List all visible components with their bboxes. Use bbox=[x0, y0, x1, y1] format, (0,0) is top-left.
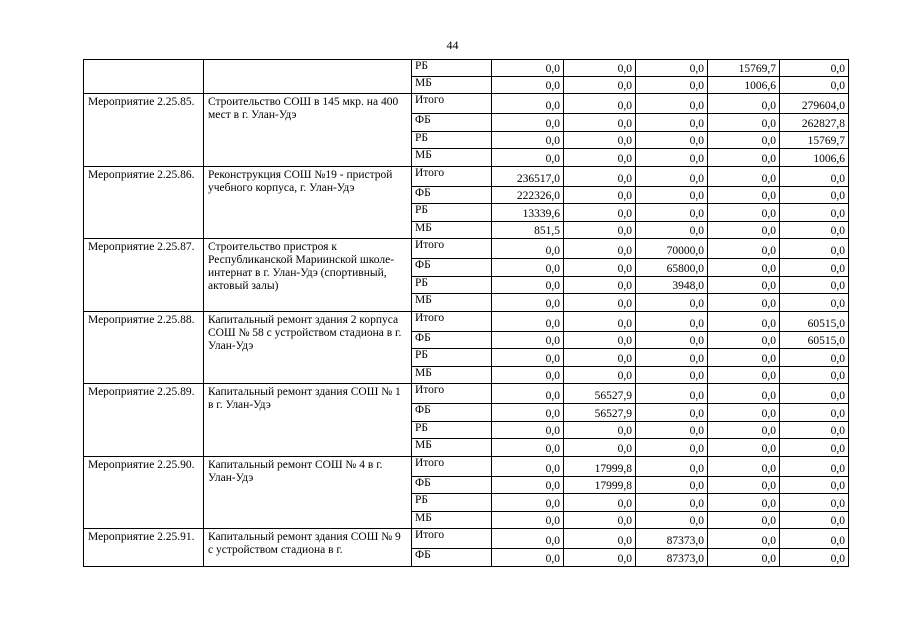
amount-cell-2: 0,0 bbox=[564, 529, 636, 549]
amount-cell-4: 0,0 bbox=[708, 221, 780, 239]
amount-cell-1: 0,0 bbox=[492, 349, 564, 367]
amount-cell-4: 0,0 bbox=[708, 94, 780, 114]
amount-cell-1: 0,0 bbox=[492, 421, 564, 439]
measure-title-cell: Строительство пристроя к Республиканской Мариинской школе-интернат в г. Улан-Удэ (спортивный, актовый залы) bbox=[204, 239, 412, 312]
amount-cell-1: 0,0 bbox=[492, 331, 564, 349]
amount-cell-5: 0,0 bbox=[780, 204, 849, 222]
amount-cell-3: 0,0 bbox=[636, 511, 708, 529]
measure-title-cell: Реконструкция СОШ №19 - пристрой учебного корпуса, г. Улан-Удэ bbox=[204, 166, 412, 239]
amount-cell-2: 0,0 bbox=[564, 221, 636, 239]
amount-cell-5: 0,0 bbox=[780, 456, 849, 476]
amount-cell-2: 0,0 bbox=[564, 204, 636, 222]
amount-cell-3: 0,0 bbox=[636, 221, 708, 239]
amount-cell-3: 0,0 bbox=[636, 494, 708, 512]
amount-cell-2: 56527,9 bbox=[564, 384, 636, 404]
measure-code-cell: Мероприятие 2.25.87. bbox=[84, 239, 204, 312]
amount-cell-2: 0,0 bbox=[564, 276, 636, 294]
funding-source-cell: Итого bbox=[412, 456, 492, 476]
table-row bbox=[84, 311, 849, 331]
amount-cell-2: 0,0 bbox=[564, 186, 636, 204]
funding-source-cell: МБ bbox=[412, 511, 492, 529]
amount-cell-2: 0,0 bbox=[564, 494, 636, 512]
amount-cell-2: 0,0 bbox=[564, 439, 636, 457]
amount-cell-5: 15769,7 bbox=[780, 131, 849, 149]
amount-cell-1: 0,0 bbox=[492, 276, 564, 294]
funding-source-cell: Итого bbox=[412, 239, 492, 259]
amount-cell-2: 0,0 bbox=[564, 549, 636, 567]
measure-code-cell: Мероприятие 2.25.86. bbox=[84, 166, 204, 239]
amount-cell-3: 0,0 bbox=[636, 349, 708, 367]
amount-cell-4: 0,0 bbox=[708, 331, 780, 349]
amount-cell-3: 87373,0 bbox=[636, 529, 708, 549]
amount-cell-3: 0,0 bbox=[636, 94, 708, 114]
funding-source-cell: ФБ bbox=[412, 186, 492, 204]
amount-cell-5: 60515,0 bbox=[780, 331, 849, 349]
funding-source-cell: Итого bbox=[412, 384, 492, 404]
amount-cell-2: 0,0 bbox=[564, 94, 636, 114]
amount-cell-5: 0,0 bbox=[780, 476, 849, 494]
amount-cell-1: 0,0 bbox=[492, 366, 564, 384]
amount-cell-1: 0,0 bbox=[492, 494, 564, 512]
amount-cell-1: 0,0 bbox=[492, 239, 564, 259]
amount-cell-5: 0,0 bbox=[780, 259, 849, 277]
amount-cell-4: 0,0 bbox=[708, 166, 780, 186]
amount-cell-5: 0,0 bbox=[780, 494, 849, 512]
amount-cell-5: 60515,0 bbox=[780, 311, 849, 331]
amount-cell-4: 0,0 bbox=[708, 404, 780, 422]
table-row bbox=[84, 529, 849, 549]
amount-cell-5: 0,0 bbox=[780, 439, 849, 457]
funding-source-cell: МБ bbox=[412, 77, 492, 94]
funding-source-cell: РБ bbox=[412, 204, 492, 222]
amount-cell-4: 0,0 bbox=[708, 204, 780, 222]
measure-title-cell: Строительство СОШ в 145 мкр. на 400 мест в г. Улан-Удэ bbox=[204, 94, 412, 167]
amount-cell-2: 0,0 bbox=[564, 239, 636, 259]
amount-cell-5: 0,0 bbox=[780, 349, 849, 367]
measure-code-cell: Мероприятие 2.25.89. bbox=[84, 384, 204, 457]
funding-source-cell: МБ bbox=[412, 221, 492, 239]
amount-cell-4: 0,0 bbox=[708, 421, 780, 439]
amount-cell-3: 0,0 bbox=[636, 439, 708, 457]
funding-source-cell: Итого bbox=[412, 94, 492, 114]
amount-cell-4: 0,0 bbox=[708, 384, 780, 404]
amount-cell-3: 0,0 bbox=[636, 294, 708, 312]
amount-cell-4: 0,0 bbox=[708, 239, 780, 259]
amount-cell-4: 15769,7 bbox=[708, 60, 780, 77]
amount-cell-1: 0,0 bbox=[492, 77, 564, 94]
amount-cell-4: 0,0 bbox=[708, 366, 780, 384]
amount-cell-5: 0,0 bbox=[780, 294, 849, 312]
amount-cell-5: 0,0 bbox=[780, 239, 849, 259]
amount-cell-2: 0,0 bbox=[564, 149, 636, 167]
amount-cell-2: 0,0 bbox=[564, 114, 636, 132]
table-row bbox=[84, 456, 849, 476]
funding-source-cell: Итого bbox=[412, 529, 492, 549]
funding-source-cell: ФБ bbox=[412, 404, 492, 422]
funding-source-cell: ФБ bbox=[412, 114, 492, 132]
amount-cell-1: 0,0 bbox=[492, 311, 564, 331]
funding-source-cell: РБ bbox=[412, 421, 492, 439]
amount-cell-4: 0,0 bbox=[708, 349, 780, 367]
amount-cell-3: 0,0 bbox=[636, 131, 708, 149]
funding-source-cell: РБ bbox=[412, 276, 492, 294]
amount-cell-1: 0,0 bbox=[492, 259, 564, 277]
amount-cell-3: 70000,0 bbox=[636, 239, 708, 259]
amount-cell-3: 0,0 bbox=[636, 186, 708, 204]
amount-cell-2: 17999,8 bbox=[564, 476, 636, 494]
amount-cell-3: 0,0 bbox=[636, 149, 708, 167]
measure-title-cell: Капитальный ремонт СОШ № 4 в г. Улан-Удэ bbox=[204, 456, 412, 529]
measure-code-cell bbox=[84, 60, 204, 94]
funding-source-cell: МБ bbox=[412, 149, 492, 167]
measure-title-cell: Капитальный ремонт здания 2 корпуса СОШ № 58 с устройством стадиона в г. Улан-Удэ bbox=[204, 311, 412, 384]
amount-cell-3: 0,0 bbox=[636, 77, 708, 94]
amount-cell-5: 0,0 bbox=[780, 529, 849, 549]
measure-code-cell: Мероприятие 2.25.85. bbox=[84, 94, 204, 167]
amount-cell-2: 0,0 bbox=[564, 511, 636, 529]
amount-cell-1: 0,0 bbox=[492, 439, 564, 457]
table-row bbox=[84, 239, 849, 259]
amount-cell-5: 0,0 bbox=[780, 276, 849, 294]
funding-source-cell: Итого bbox=[412, 311, 492, 331]
amount-cell-5: 0,0 bbox=[780, 384, 849, 404]
amount-cell-2: 0,0 bbox=[564, 366, 636, 384]
page-number: 44 bbox=[446, 38, 459, 52]
amount-cell-3: 0,0 bbox=[636, 331, 708, 349]
amount-cell-3: 65800,0 bbox=[636, 259, 708, 277]
amount-cell-1: 0,0 bbox=[492, 511, 564, 529]
amount-cell-4: 0,0 bbox=[708, 276, 780, 294]
funding-source-cell: ФБ bbox=[412, 331, 492, 349]
funding-source-cell: ФБ bbox=[412, 549, 492, 567]
funding-source-cell: МБ bbox=[412, 294, 492, 312]
measure-code-cell: Мероприятие 2.25.90. bbox=[84, 456, 204, 529]
table-row bbox=[84, 384, 849, 404]
amount-cell-4: 0,0 bbox=[708, 511, 780, 529]
amount-cell-3: 0,0 bbox=[636, 366, 708, 384]
amount-cell-2: 0,0 bbox=[564, 421, 636, 439]
amount-cell-2: 0,0 bbox=[564, 311, 636, 331]
amount-cell-4: 1006,6 bbox=[708, 77, 780, 94]
measure-title-cell: Капитальный ремонт здания СОШ № 9 с устройством стадиона в г. bbox=[204, 529, 412, 567]
amount-cell-4: 0,0 bbox=[708, 131, 780, 149]
amount-cell-3: 0,0 bbox=[636, 311, 708, 331]
amount-cell-3: 0,0 bbox=[636, 204, 708, 222]
amount-cell-4: 0,0 bbox=[708, 494, 780, 512]
amount-cell-1: 0,0 bbox=[492, 384, 564, 404]
amount-cell-1: 0,0 bbox=[492, 549, 564, 567]
amount-cell-2: 0,0 bbox=[564, 349, 636, 367]
amount-cell-3: 87373,0 bbox=[636, 549, 708, 567]
funding-source-cell: ФБ bbox=[412, 476, 492, 494]
amount-cell-5: 262827,8 bbox=[780, 114, 849, 132]
amount-cell-3: 0,0 bbox=[636, 384, 708, 404]
amount-cell-3: 0,0 bbox=[636, 404, 708, 422]
measure-code-cell: Мероприятие 2.25.88. bbox=[84, 311, 204, 384]
amount-cell-2: 0,0 bbox=[564, 259, 636, 277]
table-row bbox=[84, 94, 849, 114]
table-row bbox=[84, 60, 849, 77]
amount-cell-5: 0,0 bbox=[780, 166, 849, 186]
amount-cell-3: 0,0 bbox=[636, 421, 708, 439]
amount-cell-2: 56527,9 bbox=[564, 404, 636, 422]
amount-cell-4: 0,0 bbox=[708, 311, 780, 331]
funding-source-cell: Итого bbox=[412, 166, 492, 186]
measure-code-cell: Мероприятие 2.25.91. bbox=[84, 529, 204, 567]
amount-cell-5: 0,0 bbox=[780, 404, 849, 422]
amount-cell-2: 0,0 bbox=[564, 60, 636, 77]
amount-cell-1: 222326,0 bbox=[492, 186, 564, 204]
amount-cell-1: 0,0 bbox=[492, 456, 564, 476]
amount-cell-1: 0,0 bbox=[492, 94, 564, 114]
amount-cell-4: 0,0 bbox=[708, 259, 780, 277]
amount-cell-1: 851,5 bbox=[492, 221, 564, 239]
amount-cell-1: 236517,0 bbox=[492, 166, 564, 186]
amount-cell-5: 0,0 bbox=[780, 421, 849, 439]
amount-cell-2: 17999,8 bbox=[564, 456, 636, 476]
amount-cell-5: 0,0 bbox=[780, 60, 849, 77]
amount-cell-5: 279604,0 bbox=[780, 94, 849, 114]
amount-cell-5: 0,0 bbox=[780, 511, 849, 529]
measure-title-cell: Капитальный ремонт здания СОШ № 1 в г. Улан-Удэ bbox=[204, 384, 412, 457]
amount-cell-4: 0,0 bbox=[708, 529, 780, 549]
amount-cell-1: 13339,6 bbox=[492, 204, 564, 222]
amount-cell-4: 0,0 bbox=[708, 476, 780, 494]
budget-table bbox=[83, 59, 849, 567]
amount-cell-2: 0,0 bbox=[564, 294, 636, 312]
amount-cell-5: 0,0 bbox=[780, 186, 849, 204]
measure-title-cell bbox=[204, 60, 412, 94]
amount-cell-3: 3948,0 bbox=[636, 276, 708, 294]
amount-cell-1: 0,0 bbox=[492, 476, 564, 494]
amount-cell-1: 0,0 bbox=[492, 404, 564, 422]
amount-cell-2: 0,0 bbox=[564, 77, 636, 94]
amount-cell-4: 0,0 bbox=[708, 186, 780, 204]
amount-cell-3: 0,0 bbox=[636, 456, 708, 476]
amount-cell-3: 0,0 bbox=[636, 476, 708, 494]
amount-cell-1: 0,0 bbox=[492, 294, 564, 312]
amount-cell-4: 0,0 bbox=[708, 294, 780, 312]
amount-cell-1: 0,0 bbox=[492, 529, 564, 549]
amount-cell-4: 0,0 bbox=[708, 456, 780, 476]
amount-cell-3: 0,0 bbox=[636, 166, 708, 186]
amount-cell-1: 0,0 bbox=[492, 131, 564, 149]
funding-source-cell: РБ bbox=[412, 494, 492, 512]
funding-source-cell: МБ bbox=[412, 366, 492, 384]
amount-cell-1: 0,0 bbox=[492, 60, 564, 77]
funding-source-cell: ФБ bbox=[412, 259, 492, 277]
amount-cell-5: 0,0 bbox=[780, 77, 849, 94]
amount-cell-4: 0,0 bbox=[708, 549, 780, 567]
funding-source-cell: РБ bbox=[412, 60, 492, 77]
funding-source-cell: МБ bbox=[412, 439, 492, 457]
amount-cell-5: 0,0 bbox=[780, 221, 849, 239]
amount-cell-1: 0,0 bbox=[492, 149, 564, 167]
amount-cell-2: 0,0 bbox=[564, 131, 636, 149]
amount-cell-3: 0,0 bbox=[636, 60, 708, 77]
amount-cell-5: 1006,6 bbox=[780, 149, 849, 167]
funding-source-cell: РБ bbox=[412, 349, 492, 367]
amount-cell-2: 0,0 bbox=[564, 331, 636, 349]
amount-cell-2: 0,0 bbox=[564, 166, 636, 186]
amount-cell-5: 0,0 bbox=[780, 549, 849, 567]
amount-cell-4: 0,0 bbox=[708, 439, 780, 457]
table-row bbox=[84, 166, 849, 186]
amount-cell-4: 0,0 bbox=[708, 149, 780, 167]
funding-source-cell: РБ bbox=[412, 131, 492, 149]
amount-cell-5: 0,0 bbox=[780, 366, 849, 384]
amount-cell-1: 0,0 bbox=[492, 114, 564, 132]
amount-cell-3: 0,0 bbox=[636, 114, 708, 132]
amount-cell-4: 0,0 bbox=[708, 114, 780, 132]
